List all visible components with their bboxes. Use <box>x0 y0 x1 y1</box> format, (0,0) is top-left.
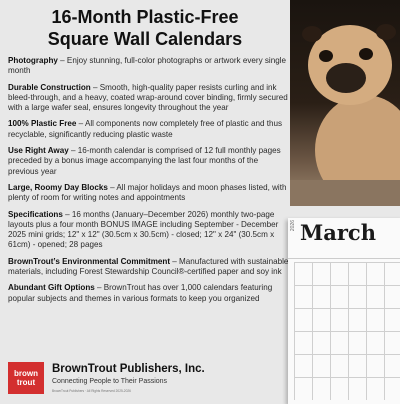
feature-text: – 16-month calendar is comprised of 12 full monthly pages preceded by a bonus image accompanying the last four months of the previous year <box>8 146 281 176</box>
feature-item <box>8 119 290 140</box>
pug-photo <box>290 0 400 206</box>
feature-text: – Enjoy stunning, full-color photographs or artwork every single month <box>8 56 287 76</box>
feature-heading: Specifications <box>8 209 63 219</box>
feature-item <box>8 283 290 304</box>
calendar-grid <box>294 262 400 400</box>
browntrout-logo <box>8 362 44 394</box>
calendar-preview <box>288 218 400 404</box>
logo-line-1: brown <box>14 369 38 378</box>
publisher-name: BrownTrout Publishers, Inc. <box>52 363 205 375</box>
calendar-year: 2026 <box>290 220 296 232</box>
pug-illustration <box>290 0 400 206</box>
feature-item <box>8 146 290 177</box>
feature-text: – Smooth, high-quality paper resists curling and ink bleed-through, and a heavy, coated wrap-around cover binding, firmly secured with a large wafer seal, ensures longevity throughout the year <box>8 82 288 113</box>
title-line-1: 16-Month Plastic-Free <box>51 7 239 27</box>
feature-text: – BrownTrout has over 1,000 calendars featuring popular subjects and themes in various formats to keep you organized <box>8 283 273 303</box>
feature-heading: Abundant Gift Options <box>8 283 95 293</box>
feature-item <box>8 257 290 278</box>
feature-heading: 100% Plastic Free <box>8 119 77 129</box>
fine-print: BrownTrout Publishers · All Rights Reserved 2025-2026 <box>52 389 131 393</box>
feature-item <box>8 56 290 77</box>
feature-text: – 16 months (January–December 2026) monthly two-page layouts plus a four month BONUS IMAGE including September - December 2025 mini grids; 12" x 12" (30.5cm x 30.5cm) - closed; 12" x 24" (30.5cm x 61cm) - opened; 28 pages <box>8 209 279 250</box>
page-title <box>14 6 276 50</box>
feature-item <box>8 83 290 114</box>
feature-heading: Durable Construction <box>8 82 91 92</box>
feature-text: – All major holidays and moon phases listed, with plenty of room for writing notes and appointments <box>8 182 287 203</box>
title-line-2: Square Wall Calendars <box>47 29 243 49</box>
logo-line-2: trout <box>16 378 36 387</box>
feature-text: – Manufactured with sustainable materials, including Forest Stewardship Council®-certified paper and soy ink <box>8 256 289 277</box>
feature-item <box>8 183 290 204</box>
feature-heading: Use Right Away <box>8 146 69 156</box>
calendar-month: March <box>300 220 376 245</box>
publisher-tagline: Connecting People to Their Passions <box>52 378 168 385</box>
feature-heading: Photography <box>8 56 58 65</box>
feature-heading: BrownTrout’s Environmental Commitment <box>8 256 171 266</box>
feature-heading: Large, Roomy Day Blocks <box>8 182 108 192</box>
feature-list <box>8 56 290 310</box>
feature-item <box>8 210 290 251</box>
feature-text: – All components now completely free of plastic and thus recyclable, significantly reducing plastic waste <box>8 119 282 139</box>
calendar-header <box>288 218 400 259</box>
